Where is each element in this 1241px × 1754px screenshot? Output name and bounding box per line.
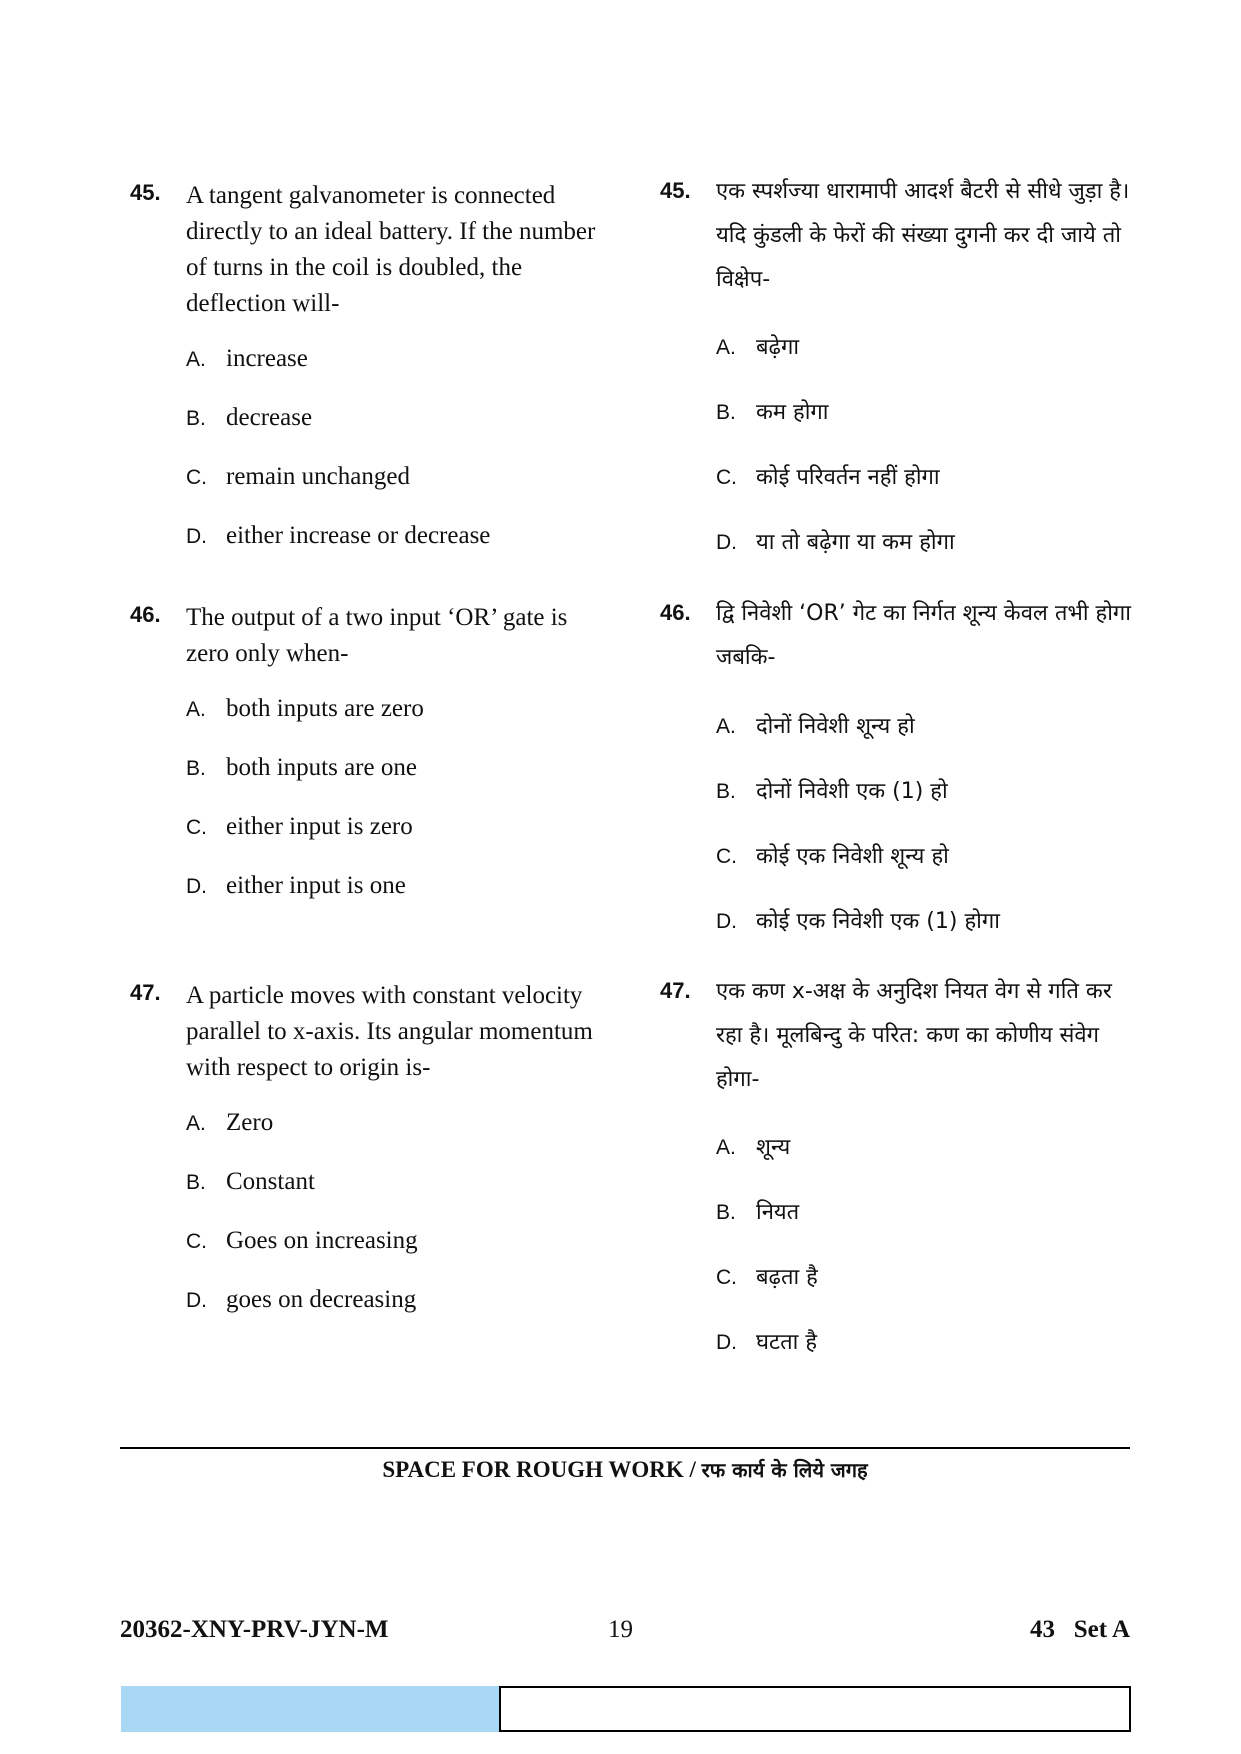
option-letter: D. (186, 875, 207, 898)
option-text: दोनों निवेशी शून्य हो (756, 714, 915, 739)
option-c (716, 1260, 1140, 1296)
option-letter: A. (186, 1112, 206, 1135)
option-c (186, 809, 610, 845)
question-number: 46. (130, 602, 161, 627)
option-letter: D. (186, 525, 207, 548)
option-letter: C. (716, 845, 737, 868)
option-letter: A. (716, 336, 736, 359)
option-d (186, 518, 610, 554)
option-text: Goes on increasing (226, 1227, 418, 1254)
option-text: दोनों निवेशी एक (1) हो (756, 779, 948, 804)
option-b (716, 1195, 1140, 1231)
option-letter: B. (186, 1171, 206, 1194)
option-a (186, 691, 610, 727)
option-d (186, 1282, 610, 1318)
question-text: The output of a two input ‘OR’ gate is zero only when- (186, 604, 568, 667)
option-letter: D. (716, 531, 737, 554)
question-text: एक स्पर्शज्या धारामापी आदर्श बैटरी से सीधे जुड़ा है। यदि कुंडली के फेरों की संख्या दुगनी कर दी जाये तो विक्षेप- (716, 179, 1130, 292)
option-b (186, 750, 610, 786)
option-letter: B. (716, 780, 736, 803)
option-text: both inputs are zero (226, 695, 424, 722)
option-text: नियत (756, 1200, 800, 1225)
question-text: A particle moves with constant velocity parallel to x-axis. Its angular momentum with respect to origin is- (186, 982, 593, 1081)
page-number: 19 (608, 1616, 633, 1643)
option-letter: C. (716, 1266, 737, 1289)
option-b (186, 1164, 610, 1200)
rough-work-hindi: रफ कार्य के लिये जगह (701, 1458, 868, 1482)
option-a (186, 1105, 610, 1141)
option-b (716, 395, 1140, 431)
option-d (716, 525, 1140, 561)
option-letter: D. (716, 910, 737, 933)
option-text: either input is one (226, 872, 406, 899)
option-letter: C. (186, 816, 207, 839)
option-a (716, 709, 1140, 745)
option-letter: B. (716, 401, 736, 424)
option-letter: A. (186, 698, 206, 721)
option-letter: C. (716, 466, 737, 489)
option-text: या तो बढ़ेगा या कम होगा (756, 530, 955, 555)
option-a (186, 341, 610, 377)
rough-work-divider (120, 1447, 1130, 1449)
option-letter: D. (186, 1289, 207, 1312)
question-number: 46. (660, 600, 691, 625)
option-text: शून्य (756, 1135, 791, 1160)
option-a (716, 330, 1140, 366)
set-label: 43 Set A (1030, 1616, 1130, 1643)
option-text: बढ़ेगा (756, 335, 800, 360)
question-text: A tangent galvanometer is connected directly to an ideal battery. If the number of turns in the coil is doubled, the deflection will- (186, 182, 596, 317)
option-c (186, 1223, 610, 1259)
option-text: कोई एक निवेशी एक (1) होगा (756, 909, 1000, 934)
booklet-code: 20362-XNY-PRV-JYN-M (120, 1616, 389, 1643)
option-text: goes on decreasing (226, 1286, 417, 1313)
option-c (716, 460, 1140, 496)
option-d (716, 1325, 1140, 1361)
footer-color-bar (121, 1686, 499, 1732)
question-text: द्वि निवेशी ‘OR’ गेट का निर्गत शून्य केवल तभी होगा जबकि- (716, 601, 1131, 670)
option-text: either input is zero (226, 813, 413, 840)
option-d (716, 904, 1140, 940)
option-letter: C. (186, 466, 207, 489)
option-text: कोई एक निवेशी शून्य हो (756, 844, 949, 869)
rough-work-english: SPACE FOR ROUGH WORK / (382, 1457, 696, 1482)
question-number: 45. (660, 178, 691, 203)
option-a (716, 1130, 1140, 1166)
footer-blank-box (499, 1686, 1131, 1732)
option-text: either increase or decrease (226, 522, 491, 549)
question-text: एक कण x-अक्ष के अनुदिश नियत वेग से गति कर रहा है। मूलबिन्दु के परित: कण का कोणीय संवेग होगा- (716, 979, 1112, 1092)
option-text: both inputs are one (226, 754, 417, 781)
option-text: Zero (226, 1109, 274, 1136)
option-text: बढ़ता है (756, 1265, 818, 1290)
option-letter: C. (186, 1230, 207, 1253)
option-c (716, 839, 1140, 875)
option-letter: B. (186, 757, 206, 780)
option-text: decrease (226, 404, 313, 431)
option-c (186, 459, 610, 495)
option-letter: B. (186, 407, 206, 430)
option-b (186, 400, 610, 436)
rough-work-heading (120, 1454, 1130, 1486)
option-b (716, 774, 1140, 810)
option-text: कोई परिवर्तन नहीं होगा (756, 465, 940, 490)
option-letter: A. (716, 715, 736, 738)
question-number: 45. (130, 180, 161, 205)
option-letter: A. (716, 1136, 736, 1159)
question-number: 47. (130, 980, 161, 1005)
option-letter: D. (716, 1331, 737, 1354)
option-letter: B. (716, 1201, 736, 1224)
option-text: increase (226, 345, 308, 372)
option-text: घटता है (756, 1330, 818, 1355)
option-text: Constant (226, 1168, 315, 1195)
option-d (186, 868, 610, 904)
option-text: कम होगा (756, 400, 829, 425)
question-number: 47. (660, 978, 691, 1003)
option-letter: A. (186, 348, 206, 371)
option-text: remain unchanged (226, 463, 410, 490)
